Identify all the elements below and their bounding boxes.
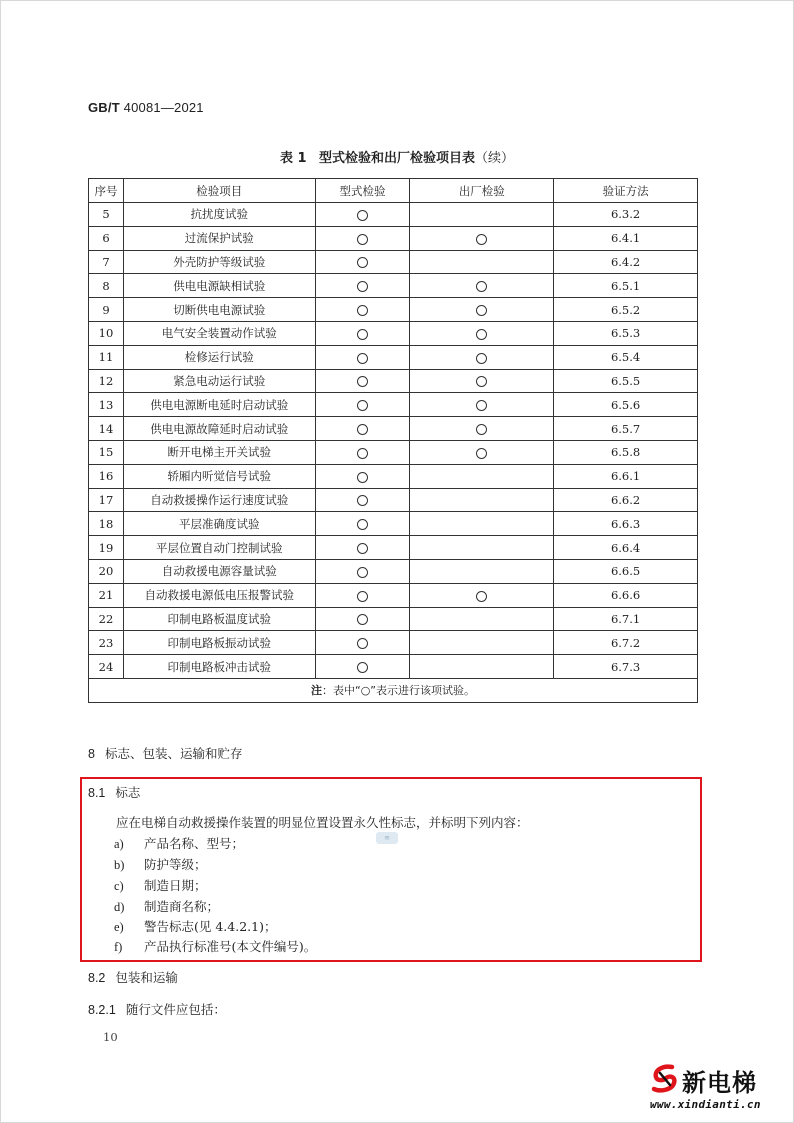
note-label: 注 <box>311 684 322 698</box>
circle-mark-icon <box>357 662 368 673</box>
row-item: 外壳防护等级试验 <box>123 250 315 274</box>
row-item: 抗扰度试验 <box>123 203 315 227</box>
row-method: 6.6.2 <box>554 488 698 512</box>
circle-mark-icon <box>476 400 487 411</box>
row-item: 电气安全装置动作试验 <box>123 321 315 345</box>
section-8-1-intro: 应在电梯自动救援操作装置的明显位置设置永久性标志，并标明下列内容： <box>116 815 529 830</box>
table-row <box>89 559 698 583</box>
circle-mark-icon <box>357 567 368 578</box>
row-item: 自动救援电源容量试验 <box>123 559 315 583</box>
row-method: 6.6.4 <box>554 536 698 560</box>
list-item-text: 防护等级； <box>144 857 207 872</box>
row-type-test <box>315 321 410 345</box>
row-method: 6.4.2 <box>554 250 698 274</box>
table-row <box>89 393 698 417</box>
logo-name: 新电梯 <box>682 1069 757 1097</box>
row-type-test <box>315 631 410 655</box>
row-method: 6.5.4 <box>554 345 698 369</box>
logo-url: www.xindianti.cn <box>650 1098 761 1111</box>
row-type-test <box>315 417 410 441</box>
row-type-test <box>315 488 410 512</box>
row-factory-test <box>410 226 554 250</box>
row-factory-test <box>410 274 554 298</box>
row-number: 9 <box>89 298 124 322</box>
circle-mark-icon <box>357 305 368 316</box>
circle-mark-icon <box>357 234 368 245</box>
note-text: ：表中“○”表示进行该项试验。 <box>322 684 475 698</box>
row-number: 18 <box>89 512 124 536</box>
row-method: 6.6.6 <box>554 583 698 607</box>
row-factory-test <box>410 203 554 227</box>
row-number: 7 <box>89 250 124 274</box>
section-title: 包装和运输 <box>115 970 178 985</box>
row-type-test <box>315 607 410 631</box>
table-row <box>89 440 698 464</box>
inspection-table <box>88 178 698 703</box>
row-factory-test <box>410 607 554 631</box>
row-number: 6 <box>89 226 124 250</box>
row-factory-test <box>410 488 554 512</box>
section-8-1-heading <box>88 783 140 801</box>
row-type-test <box>315 512 410 536</box>
row-type-test <box>315 559 410 583</box>
circle-mark-icon <box>357 376 368 387</box>
list-item-label: f) <box>114 940 123 954</box>
section-number: 8.2 <box>88 971 106 985</box>
row-method: 6.6.5 <box>554 559 698 583</box>
list-item-label: b) <box>114 858 125 872</box>
standard-code <box>88 100 204 115</box>
row-type-test <box>315 393 410 417</box>
row-item: 过流保护试验 <box>123 226 315 250</box>
circle-mark-icon <box>476 353 487 364</box>
row-number: 17 <box>89 488 124 512</box>
col-header-no: 序号 <box>89 179 124 203</box>
standard-number: 40081—2021 <box>123 100 204 115</box>
row-factory-test <box>410 655 554 679</box>
circle-mark-icon <box>357 495 368 506</box>
section-number: 8.1 <box>88 786 106 800</box>
row-number: 10 <box>89 321 124 345</box>
circle-mark-icon <box>476 305 487 316</box>
row-method: 6.5.7 <box>554 417 698 441</box>
table-label: 表 1 <box>279 151 307 166</box>
row-factory-test <box>410 417 554 441</box>
row-number: 20 <box>89 559 124 583</box>
list-item-label: c) <box>114 879 124 893</box>
table-row <box>89 369 698 393</box>
page-number: 10 <box>103 1030 118 1044</box>
site-logo[interactable] <box>650 1063 790 1115</box>
circle-mark-icon <box>357 543 368 554</box>
row-type-test <box>315 440 410 464</box>
col-header-method: 验证方法 <box>554 179 698 203</box>
row-method: 6.5.8 <box>554 440 698 464</box>
circle-mark-icon <box>476 329 487 340</box>
list-item <box>114 876 207 894</box>
row-item: 平层准确度试验 <box>123 512 315 536</box>
row-factory-test <box>410 393 554 417</box>
section-number: 8 <box>88 747 95 761</box>
row-type-test <box>315 369 410 393</box>
row-method: 6.7.1 <box>554 607 698 631</box>
row-number: 19 <box>89 536 124 560</box>
row-factory-test <box>410 536 554 560</box>
row-factory-test <box>410 250 554 274</box>
row-method: 6.3.2 <box>554 203 698 227</box>
section-title: 标志 <box>115 785 141 800</box>
row-type-test <box>315 345 410 369</box>
row-factory-test <box>410 321 554 345</box>
list-item-text: 警告标志(见 4.4.2.1)； <box>144 919 277 934</box>
table-row <box>89 631 698 655</box>
row-number: 16 <box>89 464 124 488</box>
table-row <box>89 536 698 560</box>
row-number: 23 <box>89 631 124 655</box>
row-item: 轿厢内听觉信号试验 <box>123 464 315 488</box>
table-row <box>89 655 698 679</box>
col-header-type-test: 型式检验 <box>315 179 410 203</box>
row-number: 5 <box>89 203 124 227</box>
row-method: 6.5.1 <box>554 274 698 298</box>
section-number: 8.2.1 <box>88 1003 116 1017</box>
row-method: 6.6.1 <box>554 464 698 488</box>
row-number: 21 <box>89 583 124 607</box>
circle-mark-icon <box>357 210 368 221</box>
row-factory-test <box>410 512 554 536</box>
row-number: 11 <box>89 345 124 369</box>
row-factory-test <box>410 559 554 583</box>
circle-mark-icon <box>357 424 368 435</box>
list-item <box>114 917 276 935</box>
row-number: 12 <box>89 369 124 393</box>
row-item: 印制电路板冲击试验 <box>123 655 315 679</box>
table-row <box>89 488 698 512</box>
row-item: 紧急电动运行试验 <box>123 369 315 393</box>
row-number: 14 <box>89 417 124 441</box>
circle-mark-icon <box>476 281 487 292</box>
row-type-test <box>315 536 410 560</box>
row-item: 平层位置自动门控制试验 <box>123 536 315 560</box>
table-row <box>89 274 698 298</box>
section-8-heading <box>88 744 242 762</box>
table-row <box>89 250 698 274</box>
list-item <box>114 834 244 852</box>
list-item <box>114 897 219 915</box>
circle-mark-icon <box>357 591 368 602</box>
row-item: 供电电源缺相试验 <box>123 274 315 298</box>
row-factory-test <box>410 369 554 393</box>
row-item: 印制电路板振动试验 <box>123 631 315 655</box>
row-item: 供电电源断电延时启动试验 <box>123 393 315 417</box>
table-row <box>89 464 698 488</box>
table-title <box>0 147 794 166</box>
row-item: 检修运行试验 <box>123 345 315 369</box>
list-item-text: 产品名称、型号； <box>144 836 245 851</box>
row-item: 印制电路板温度试验 <box>123 607 315 631</box>
list-item-label: a) <box>114 837 124 851</box>
row-type-test <box>315 226 410 250</box>
row-type-test <box>315 203 410 227</box>
row-factory-test <box>410 631 554 655</box>
table-note-row <box>89 678 698 702</box>
row-number: 24 <box>89 655 124 679</box>
circle-mark-icon <box>357 281 368 292</box>
table-row <box>89 512 698 536</box>
table-title-suffix: （续） <box>474 151 514 166</box>
row-item: 切断供电电源试验 <box>123 298 315 322</box>
section-title: 标志、包装、运输和贮存 <box>104 746 243 761</box>
row-number: 22 <box>89 607 124 631</box>
table-row <box>89 607 698 631</box>
table-row <box>89 298 698 322</box>
row-item: 自动救援电源低电压报警试验 <box>123 583 315 607</box>
circle-mark-icon <box>357 448 368 459</box>
circle-mark-icon <box>357 400 368 411</box>
row-type-test <box>315 298 410 322</box>
circle-mark-icon <box>357 519 368 530</box>
row-item: 断开电梯主开关试验 <box>123 440 315 464</box>
circle-mark-icon <box>357 472 368 483</box>
table-note <box>89 678 698 702</box>
row-factory-test <box>410 298 554 322</box>
row-factory-test <box>410 345 554 369</box>
list-item-text: 制造日期； <box>144 878 207 893</box>
elevator-logo-icon <box>650 1063 680 1095</box>
section-text: 随行文件应包括： <box>125 1002 226 1017</box>
row-type-test <box>315 464 410 488</box>
table-row <box>89 583 698 607</box>
row-method: 6.5.6 <box>554 393 698 417</box>
circle-mark-icon <box>357 257 368 268</box>
circle-mark-icon <box>476 376 487 387</box>
section-8-2-1 <box>88 1000 226 1018</box>
list-item-text: 制造商名称； <box>144 899 220 914</box>
col-header-item: 检验项目 <box>123 179 315 203</box>
circle-mark-icon <box>476 424 487 435</box>
row-item: 供电电源故障延时启动试验 <box>123 417 315 441</box>
row-factory-test <box>410 440 554 464</box>
table-row <box>89 417 698 441</box>
row-number: 8 <box>89 274 124 298</box>
row-item: 自动救援操作运行速度试验 <box>123 488 315 512</box>
row-number: 15 <box>89 440 124 464</box>
row-method: 6.7.3 <box>554 655 698 679</box>
table-row <box>89 345 698 369</box>
col-header-factory-test: 出厂检验 <box>410 179 554 203</box>
table-row <box>89 203 698 227</box>
row-type-test <box>315 655 410 679</box>
circle-mark-icon <box>476 448 487 459</box>
table-row <box>89 226 698 250</box>
circle-mark-icon <box>357 329 368 340</box>
row-method: 6.5.5 <box>554 369 698 393</box>
row-factory-test <box>410 464 554 488</box>
circle-mark-icon <box>357 614 368 625</box>
list-item-label: e) <box>114 920 124 934</box>
row-method: 6.5.2 <box>554 298 698 322</box>
list-item <box>114 937 316 955</box>
row-method: 6.4.1 <box>554 226 698 250</box>
table-title-text: 型式检验和出厂检验项目表 <box>318 151 475 166</box>
row-method: 6.6.3 <box>554 512 698 536</box>
circle-mark-icon <box>357 353 368 364</box>
row-method: 6.5.3 <box>554 321 698 345</box>
row-method: 6.7.2 <box>554 631 698 655</box>
row-number: 13 <box>89 393 124 417</box>
list-item-text: 产品执行标准号(本文件编号)。 <box>144 939 317 954</box>
watermark-icon: ≋ <box>376 832 398 844</box>
table-header-row <box>89 179 698 203</box>
standard-prefix: GB/T <box>88 100 120 115</box>
row-factory-test <box>410 583 554 607</box>
circle-mark-icon <box>476 234 487 245</box>
list-item <box>114 855 207 873</box>
circle-mark-icon <box>357 638 368 649</box>
row-type-test <box>315 274 410 298</box>
row-type-test <box>315 583 410 607</box>
section-8-2-heading <box>88 968 178 986</box>
list-item-label: d) <box>114 900 125 914</box>
circle-mark-icon <box>476 591 487 602</box>
row-type-test <box>315 250 410 274</box>
table-row <box>89 321 698 345</box>
